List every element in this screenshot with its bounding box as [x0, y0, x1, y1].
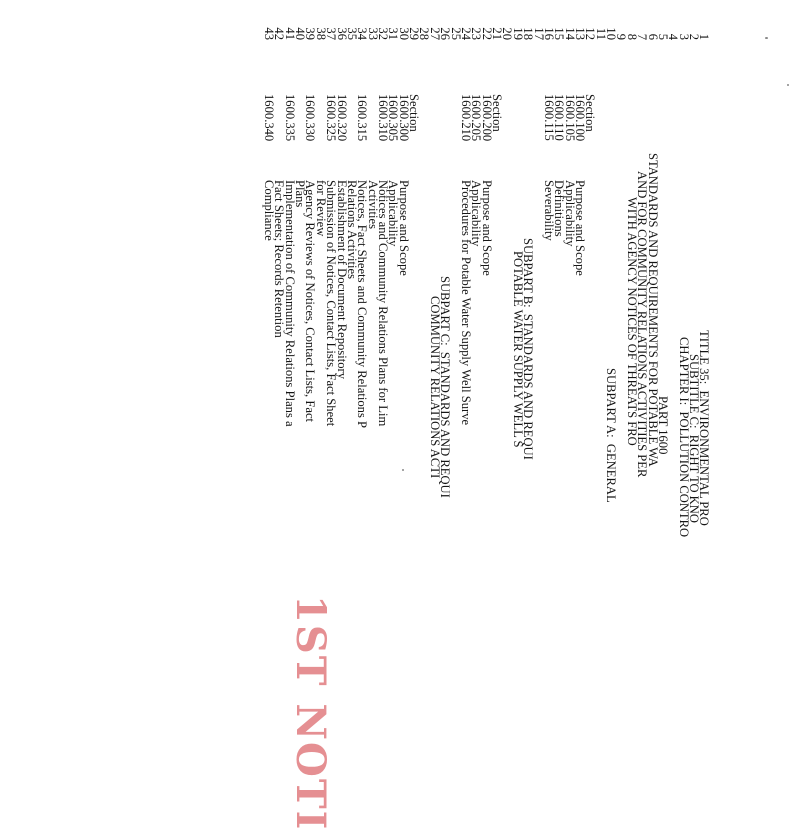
first-notice-stamp: 1ST NOTI [287, 595, 334, 831]
section-title: Purpose and Scope [396, 180, 411, 276]
line-number: 13 [573, 27, 588, 40]
line-number: 22 [479, 27, 494, 40]
line-number: 19 [510, 27, 525, 40]
heading-text: SUBPART B: STANDARDS AND REQUI [521, 238, 536, 460]
section-title: Plans [293, 180, 308, 208]
document-line [614, 0, 629, 618]
document-line [461, 0, 471, 618]
document-line [324, 0, 339, 618]
section-title: Implementation of Community Relations Plans a [282, 180, 297, 427]
line-number: 41 [282, 27, 297, 40]
line-number: 9 [614, 33, 629, 40]
section-number: 1600.310 [376, 94, 390, 142]
section-number: 1600.335 [282, 94, 297, 142]
section-title: Notices and Community Relations Plans for Lim [376, 180, 390, 427]
section-number: Section [490, 94, 505, 132]
line-number: 16 [542, 27, 556, 40]
section-number: 1600.300 [396, 94, 411, 142]
line-number: 29 [407, 27, 422, 40]
document-line [666, 0, 681, 618]
document-line [562, 0, 577, 618]
heading-text: POTABLE WATER SUPPLY WELL S [510, 251, 525, 448]
line-number: 40 [293, 27, 308, 40]
document-line [552, 0, 567, 618]
section-title: Establishment of Document Repository [334, 180, 349, 380]
line-number: 34 [355, 27, 370, 40]
line-number: 36 [334, 27, 349, 40]
heading-text: WITH AGENCY NOTICES OF THREATS FRO [624, 197, 639, 446]
section-number: 1600.205 [469, 94, 484, 142]
line-number: 30 [396, 27, 411, 40]
line-number: 27 [427, 27, 442, 40]
section-title: Agency Reviews of Notices, Contact Lists, Fact [303, 180, 318, 423]
line-number: 32 [376, 27, 390, 40]
section-title: Submission of Notices, Contact Lists, Fact Sheet [324, 180, 339, 427]
line-number: 42 [272, 27, 287, 40]
heading-text: SUBTITLE C: RIGHT TO KNO [687, 354, 702, 523]
document-line [417, 0, 432, 618]
section-number: Section [583, 94, 598, 132]
document-line [479, 0, 494, 618]
section-number: 1600.340 [262, 94, 276, 142]
document-line [396, 0, 411, 618]
document-line [593, 0, 608, 618]
line-number: 35 [344, 27, 359, 40]
line-number: 31 [386, 27, 401, 40]
heading-text: PART 1600 [656, 396, 670, 455]
line-number: 7 [635, 33, 650, 40]
line-number: 37 [324, 27, 339, 40]
line-number: 12 [583, 27, 598, 40]
line-number: 20 [500, 27, 515, 40]
line-number: 5 [656, 33, 670, 40]
document-line [378, 0, 388, 618]
heading-text: AND FOR COMMUNITY RELATIONS ACTIVITIES PER [635, 171, 650, 478]
document-line [490, 0, 505, 618]
scan-speck [765, 37, 768, 39]
line-number: 15 [552, 27, 567, 40]
heading-text: SUBPART C: STANDARDS AND REQUI [438, 276, 453, 498]
heading-text: CHAPTER I: POLLUTION CONTRO [676, 337, 691, 538]
line-number: 2 [687, 33, 702, 40]
document-line [624, 0, 639, 618]
section-title: Purpose and Scope [479, 180, 494, 276]
document-line [303, 0, 318, 618]
section-number: 1600.305 [386, 94, 401, 142]
line-number: 1 [697, 33, 712, 40]
heading-text: TITLE 35: ENVIRONMENTAL PRO [697, 330, 712, 526]
document-line [583, 0, 598, 618]
section-title: Severability [542, 180, 556, 241]
scan-speck [402, 469, 404, 471]
line-number: 21 [490, 27, 505, 40]
section-number: 1600.315 [355, 94, 370, 142]
section-title: Fact Sheets; Records Retention [272, 180, 287, 338]
line-number: 33 [365, 27, 380, 40]
document-line [355, 0, 370, 618]
document-line [510, 0, 525, 618]
section-title: Compliance [262, 180, 276, 241]
document-line [500, 0, 515, 618]
line-number: 28 [417, 27, 432, 40]
line-number: 6 [645, 33, 660, 40]
line-number: 4 [666, 33, 681, 40]
line-number: 24 [459, 27, 473, 40]
section-number: 1600.210 [459, 94, 473, 142]
line-number: 8 [624, 33, 639, 40]
section-title: Applicability [562, 180, 577, 247]
scan-speck [787, 84, 789, 86]
document-line [604, 0, 619, 618]
line-number: 3 [676, 33, 691, 40]
document-line [676, 0, 691, 618]
section-number: 1600.325 [324, 94, 339, 142]
line-number: 14 [562, 27, 577, 40]
document-line [697, 0, 712, 618]
line-number: 38 [313, 27, 328, 40]
section-number: 1600.115 [542, 94, 556, 141]
section-title: Relations Activities [344, 180, 359, 279]
heading-text: COMMUNITY RELATIONS ACTI [427, 296, 442, 479]
document-line [573, 0, 588, 618]
section-title: Notices, Fact Sheets and Community Relations P [355, 180, 370, 429]
line-number: 18 [521, 27, 536, 40]
line-number: 10 [604, 27, 619, 40]
section-number: 1600.110 [552, 94, 567, 141]
line-number: 25 [448, 27, 463, 40]
section-number: 1600.200 [479, 94, 494, 142]
line-number: 17 [531, 27, 546, 40]
section-title: Procedures for Potable Water Supply Well Surve [459, 180, 473, 426]
section-title: for Review [313, 180, 328, 237]
line-number: 39 [303, 27, 318, 40]
document-line [407, 0, 422, 618]
section-number: 1600.320 [334, 94, 349, 142]
document-line [272, 0, 287, 618]
section-title: Definitions [552, 180, 567, 237]
section-title: Activities [365, 180, 380, 229]
line-number: 11 [593, 27, 608, 40]
heading-text: SUBPART A: GENERAL [604, 368, 619, 503]
section-number: 1600.100 [573, 94, 588, 142]
line-number: 23 [469, 27, 484, 40]
line-number: 43 [262, 27, 276, 40]
line-number: 26 [438, 27, 453, 40]
section-title: Purpose and Scope [573, 180, 588, 276]
document-line [264, 0, 274, 618]
section-title: Applicability [469, 180, 484, 247]
heading-text: STANDARDS AND REQUIREMENTS FOR POTABLE WA [645, 153, 660, 467]
section-number: Section [407, 94, 422, 132]
section-number: 1600.330 [303, 94, 318, 142]
document-line [544, 0, 554, 618]
document-line [427, 0, 442, 618]
section-title: Applicability [386, 180, 401, 247]
section-number: 1600.105 [562, 94, 577, 142]
